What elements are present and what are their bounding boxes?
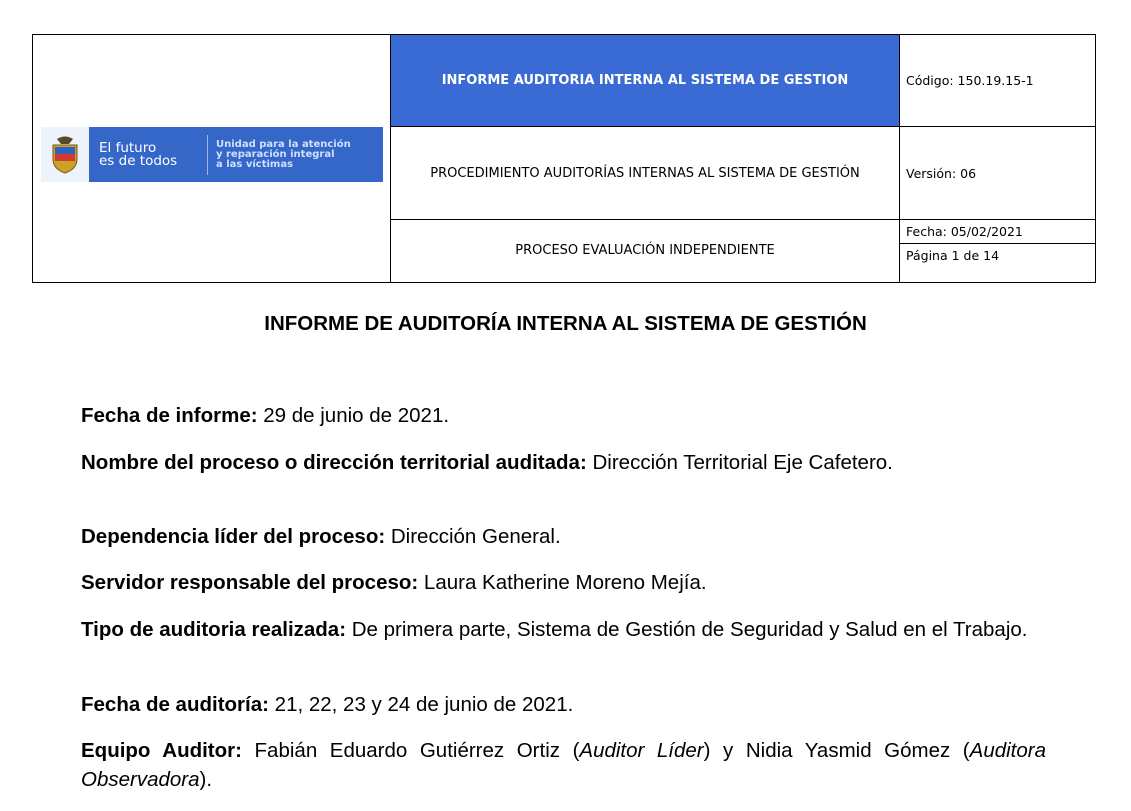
field-value: De primera parte, Sistema de Gestión de Seguridad y Salud en el Trabajo. <box>346 618 1028 641</box>
entity-name <box>216 140 351 170</box>
field-audit-team <box>81 736 1046 794</box>
field-process-name <box>81 448 1046 477</box>
auditor-team-end: ). <box>199 768 213 791</box>
field-value: 21, 22, 23 y 24 de junio de 2021. <box>268 693 574 716</box>
header-date: Fecha: 05/02/2021 <box>900 219 1096 243</box>
field-value: Laura Katherine Moreno Mejía. <box>418 571 707 594</box>
document-title: INFORME DE AUDITORÍA INTERNA AL SISTEMA DE GESTIÓN <box>264 312 867 335</box>
field-value: 29 de junio de 2021. <box>257 404 450 427</box>
header-process-title: PROCESO EVALUACIÓN INDEPENDIENTE <box>391 219 900 282</box>
field-audit-date <box>81 690 1046 719</box>
auditor-name-1: Fabián Eduardo Gutiérrez Ortiz ( <box>241 739 580 762</box>
slogan-line-1: El futuro <box>99 139 157 156</box>
logo-divider <box>207 135 208 175</box>
entity-name-line-3: a las víctimas <box>216 158 294 170</box>
slogan <box>99 139 199 169</box>
entity-name-line-2: y reparación integral <box>216 148 335 160</box>
header-procedure-title: PROCEDIMIENTO AUDITORÍAS INTERNAS AL SISTEMA DE GESTIÓN <box>391 127 900 219</box>
entity-logo <box>41 127 383 182</box>
field-label: Nombre del proceso o dirección territorial auditada: <box>81 451 587 474</box>
field-value: Dirección General. <box>385 525 561 548</box>
field-label: Fecha de informe: <box>81 404 258 427</box>
auditor-name-2: ) y Nidia Yasmid Gómez ( <box>703 739 970 762</box>
document-header-table <box>32 34 1096 283</box>
field-label: Fecha de auditoría: <box>81 693 269 716</box>
header-report-title: INFORME AUDITORIA INTERNA AL SISTEMA DE GESTION <box>391 35 900 127</box>
field-label: Tipo de auditoria realizada: <box>81 618 347 641</box>
field-label: Servidor responsable del proceso: <box>81 571 419 594</box>
field-audit-type <box>81 615 1046 644</box>
slogan-line-2: es de todos <box>99 152 178 169</box>
field-lead-dependency <box>81 522 1046 551</box>
logo-cell <box>33 35 391 283</box>
auditor-role-2: Auditora Observadora <box>81 739 1046 791</box>
header-version: Versión: 06 <box>900 127 1096 219</box>
field-report-date <box>81 401 1046 430</box>
header-code: Código: 150.19.15-1 <box>900 35 1096 127</box>
field-value: Dirección Territorial Eje Cafetero. <box>586 451 893 474</box>
field-responsible-server <box>81 568 1046 597</box>
auditor-role-1: Auditor Líder <box>579 739 704 762</box>
header-page: Página 1 de 14 <box>900 243 1096 282</box>
coat-of-arms-icon <box>41 127 89 182</box>
field-label: Dependencia líder del proceso: <box>81 525 386 548</box>
entity-name-line-1: Unidad para la atención <box>216 138 351 150</box>
field-label: Equipo Auditor: <box>81 739 242 762</box>
